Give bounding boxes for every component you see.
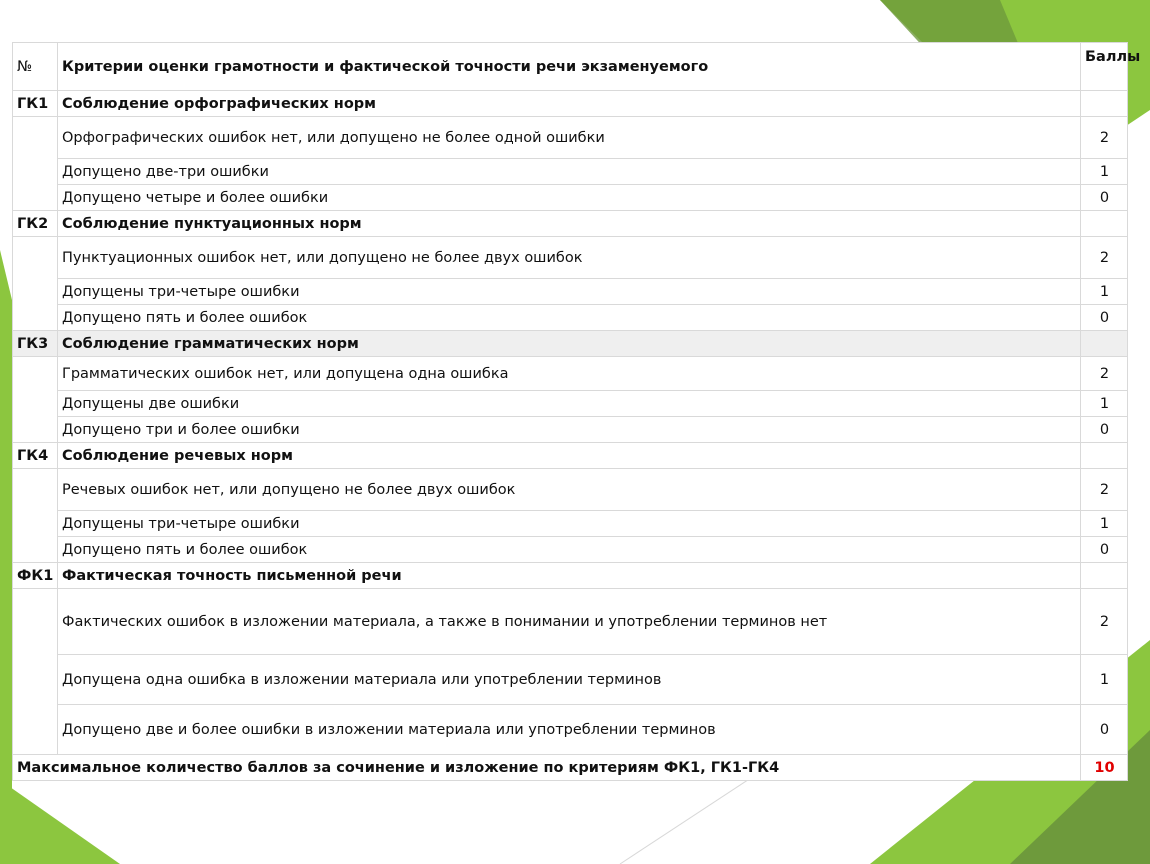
table-row: [13, 185, 1128, 211]
section-score-empty: [1081, 331, 1128, 357]
criterion-text: Допущены три-четыре ошибки: [58, 511, 1081, 537]
total-row: [13, 755, 1128, 781]
criterion-text: Орфографических ошибок нет, или допущено не более одной ошибки: [58, 117, 1081, 159]
section-row-gk1: [13, 91, 1128, 117]
header-criteria-cell: Критерии оценки грамотности и фактической точности речи экзаменуемого: [58, 43, 1081, 91]
criterion-text: Допущено две-три ошибки: [58, 159, 1081, 185]
criterion-text: Допущено две и более ошибки в изложении материала или употреблении терминов: [58, 705, 1081, 755]
criterion-score: 2: [1081, 589, 1128, 655]
empty-number-cell: [13, 117, 58, 211]
criterion-score: 0: [1081, 185, 1128, 211]
criterion-score: 2: [1081, 237, 1128, 279]
section-row-gk2: [13, 211, 1128, 237]
table-row: [13, 511, 1128, 537]
table-row: [13, 705, 1128, 755]
table-row: [13, 159, 1128, 185]
section-score-empty: [1081, 211, 1128, 237]
criterion-text: Допущено пять и более ошибок: [58, 305, 1081, 331]
criterion-score: 1: [1081, 655, 1128, 705]
section-code: ГК1: [13, 91, 58, 117]
section-title: Соблюдение речевых норм: [58, 443, 1081, 469]
criterion-score: 1: [1081, 159, 1128, 185]
criterion-text: Пунктуационных ошибок нет, или допущено не более двух ошибок: [58, 237, 1081, 279]
criterion-score: 2: [1081, 357, 1128, 391]
table-row: [13, 655, 1128, 705]
table-row: [13, 357, 1128, 391]
criterion-text: Фактических ошибок в изложении материала, а также в понимании и употреблении терминов нет: [58, 589, 1081, 655]
table-header-row: [13, 43, 1128, 91]
bottom-left-green-shape: [0, 780, 120, 864]
section-score-empty: [1081, 563, 1128, 589]
section-row-fk1: [13, 563, 1128, 589]
table-row: [13, 237, 1128, 279]
criterion-score: 1: [1081, 279, 1128, 305]
section-title: Фактическая точность письменной речи: [58, 563, 1081, 589]
table-row: [13, 391, 1128, 417]
criterion-text: Допущено пять и более ошибок: [58, 537, 1081, 563]
header-number-cell: №: [13, 43, 58, 91]
section-code: ФК1: [13, 563, 58, 589]
table-row: [13, 417, 1128, 443]
section-row-gk4: [13, 443, 1128, 469]
criterion-text: Допущено три и более ошибки: [58, 417, 1081, 443]
criterion-text: Речевых ошибок нет, или допущено не более двух ошибок: [58, 469, 1081, 511]
criterion-text: Допущена одна ошибка в изложении материала или употреблении терминов: [58, 655, 1081, 705]
table-row: [13, 117, 1128, 159]
section-title: Соблюдение пунктуационных норм: [58, 211, 1081, 237]
criterion-score: 2: [1081, 117, 1128, 159]
section-score-empty: [1081, 443, 1128, 469]
left-green-shape: [0, 250, 12, 864]
criterion-score: 0: [1081, 417, 1128, 443]
criterion-text: Допущены три-четыре ошибки: [58, 279, 1081, 305]
criterion-score: 2: [1081, 469, 1128, 511]
empty-number-cell: [13, 589, 58, 755]
criterion-score: 0: [1081, 537, 1128, 563]
criteria-table: [12, 42, 1141, 781]
section-row-gk3: [13, 331, 1128, 357]
table-row: [13, 537, 1128, 563]
table-row: [13, 589, 1128, 655]
criterion-score: 1: [1081, 391, 1128, 417]
section-code: ГК3: [13, 331, 58, 357]
section-score-empty: [1081, 91, 1128, 117]
criterion-score: 0: [1081, 705, 1128, 755]
criterion-text: Допущено четыре и более ошибки: [58, 185, 1081, 211]
section-code: ГК4: [13, 443, 58, 469]
criterion-score: 0: [1081, 305, 1128, 331]
table-row: [13, 279, 1128, 305]
empty-number-cell: [13, 237, 58, 331]
criterion-text: Допущены две ошибки: [58, 391, 1081, 417]
total-text: Максимальное количество баллов за сочинение и изложение по критериям ФК1, ГК1-ГК4: [13, 755, 1081, 781]
section-code: ГК2: [13, 211, 58, 237]
empty-number-cell: [13, 469, 58, 563]
empty-number-cell: [13, 357, 58, 443]
criterion-score: 1: [1081, 511, 1128, 537]
criterion-text: Грамматических ошибок нет, или допущена одна ошибка: [58, 357, 1081, 391]
table-row: [13, 305, 1128, 331]
section-title: Соблюдение грамматических норм: [58, 331, 1081, 357]
total-score: 10: [1081, 755, 1128, 781]
section-title: Соблюдение орфографических норм: [58, 91, 1081, 117]
header-score-cell: Баллы: [1081, 43, 1128, 91]
table-row: [13, 469, 1128, 511]
